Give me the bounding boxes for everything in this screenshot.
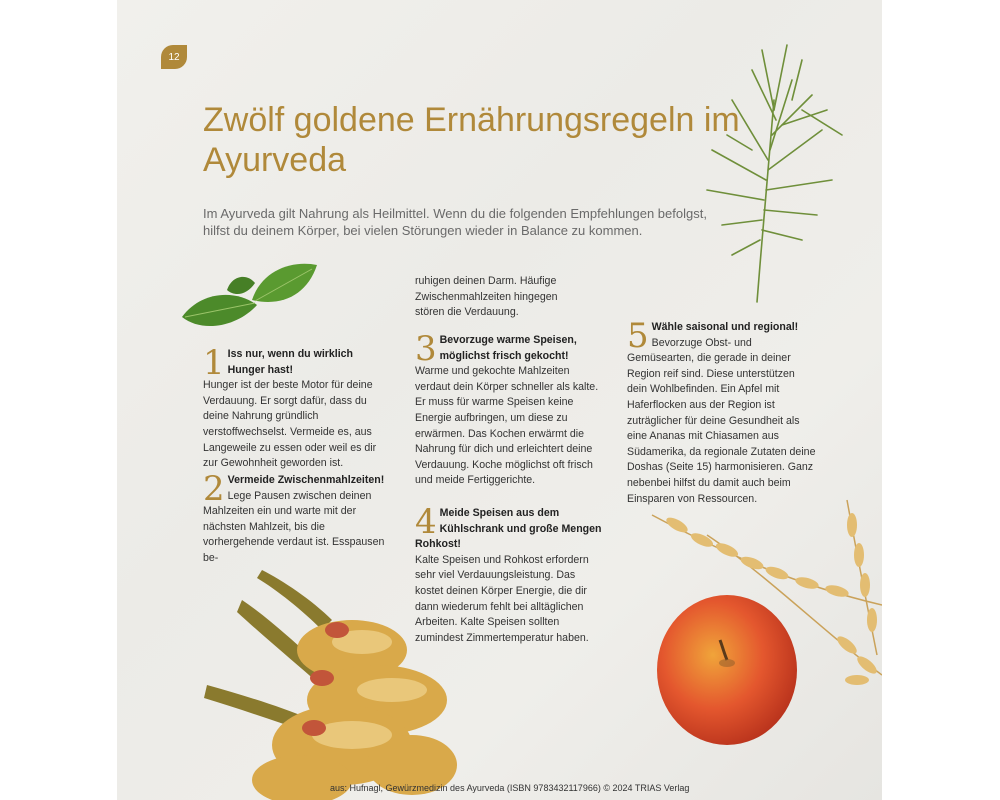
rule-body: Hunger ist der beste Motor für deine Verdauung. Er sorgt dafür, dass du deine Nahrung gründlich verstoffwechselst. Vermeide es, aus Langeweile zu essen oder weil es dir zur Gewohnheit geworden ist.: [203, 379, 377, 470]
rule-heading: Bevorzuge warme Speisen, möglichst frisch gekocht!: [439, 334, 577, 362]
page-title: Zwölf goldene Ernährungsregeln im Ayurveda: [203, 101, 740, 179]
rule-heading: Vermeide Zwischenmahlzeiten!: [227, 474, 385, 486]
page-number: 12: [168, 51, 180, 63]
page-number-badge: [161, 45, 187, 69]
rule-3: [415, 329, 605, 489]
rule-heading: Iss nur, wenn du wirklich Hunger hast!: [227, 348, 354, 376]
rule-number: 5: [627, 316, 649, 356]
rule-2-continuation: ruhigen deinen Darm. Häufige Zwischenmahlzeiten hingegen stören die Verdauung.: [415, 275, 558, 319]
rule-4: [415, 502, 605, 646]
rule-body: Bevorzuge Obst- und Gemüsearten, die gerade in deiner Region reif sind. Diese unterstützen dein Wohlbefinden. Ein Apfel mit Haferflocken aus der Region ist zuträglicher für deine Gesundheit als eine Ananas mit Chiasamen aus Südamerika, da regionale Zutaten deine Doshas (Seite 15) harmonisieren. Ganz nebenbei hilfst du damit auch beim Einsparen von Ressourcen.: [627, 336, 816, 505]
rule-body: Lege Pausen zwischen deinen Mahlzeiten ein und warte mit der nächsten Mahlzeit, bis die vorhergehende verdaut ist. Esspausen be-: [203, 489, 385, 564]
rule-5: [627, 316, 817, 507]
rule-number: 3: [415, 329, 437, 369]
rule-2: [203, 469, 393, 567]
rule-number: 4: [415, 502, 437, 542]
rule-1: [203, 343, 393, 472]
rule-number: 1: [203, 343, 225, 383]
rule-body: Warme und gekochte Mahlzeiten verdaut dein Körper schneller als kalte. Er muss für warme Speisen keine Energie aufbringen, um diese zu erwärmen. Das Kochen erwärmt die Nahrung für dich und erleichtert deine Verdauung. Koche möglichst oft frisch und meide Fertiggerichte.: [415, 365, 599, 487]
red-apple-image: [652, 585, 802, 750]
basil-leaves-image: [177, 255, 322, 340]
source-footer: aus: Hufnagl, Gewürzmedizin des Ayurveda (ISBN 9783432117966) © 2024 TRIAS Verlag: [330, 783, 690, 793]
book-page: [117, 0, 882, 800]
intro-text: Im Ayurveda gilt Nahrung als Heilmittel. Wenn du die folgenden Empfehlungen befolgst, hilfst du deinem Körper, bei vielen Störungen wieder in Balance zu kommen.: [203, 206, 707, 238]
rule-number: 2: [203, 469, 225, 509]
rule-body: Kalte Speisen und Rohkost erfordern sehr viel Verdauungsleistung. Das kostet deinen Körper Energie, die dir dann wiederum fehlt bei alltäglichen Arbeiten. Kalte Speisen sollten zumindest Zimmertemperatur haben.: [415, 553, 589, 644]
rule-heading: Wähle saisonal und regional!: [651, 321, 799, 333]
rule-heading: Meide Speisen aus dem Kühlschrank und große Mengen Rohkost!: [415, 507, 602, 551]
